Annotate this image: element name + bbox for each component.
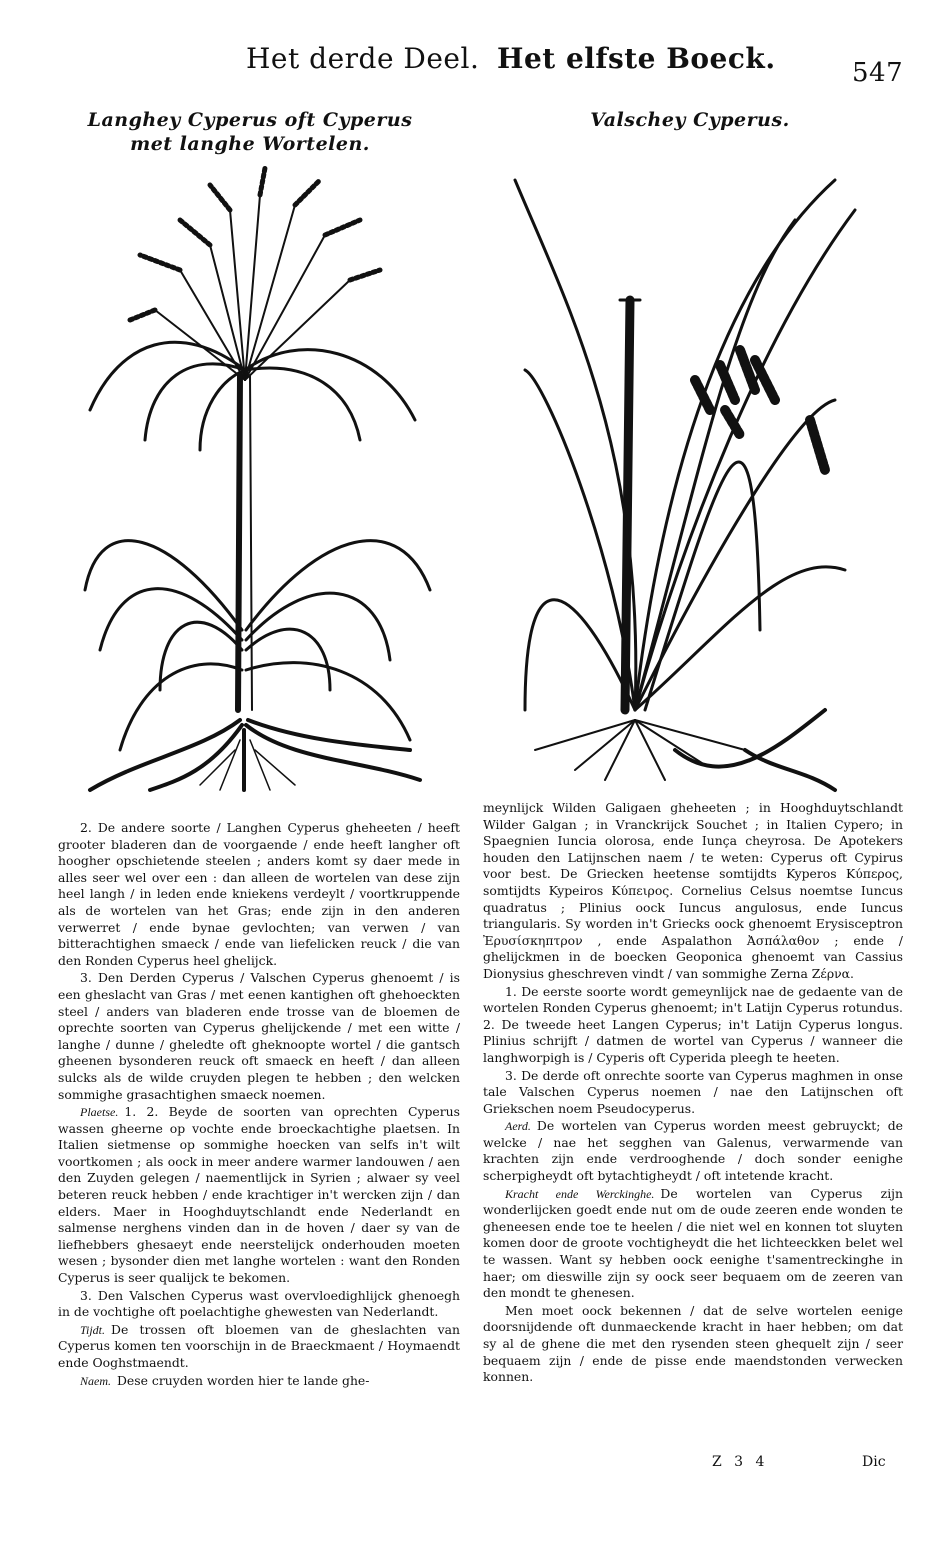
paragraph-names: meynlijck Wilden Galigaen gheheeten ; in Hooghduytschlandt Wilder Galgan ; in Vranckrijck Souchet ; in Italien Cypero; in Spaegnien Iuncia olorosa, ende Iunça cheyrosa. De Apotekers houden den Latijnschen naem / te weten: Cyperus oft Cypirus voor best. De Griecken heetense somtijdts Kyperos Κύπερος, somtijdts Kypeiros Κύπειρος. Cornelius Celsus noemtse Iuncus quadratus ; Plinius oock Iuncus angulosus, ende Iuncus triangularis. Sy worden in't Griecks oock ghenoemt Erysisceptron Ἐρυσίσκηπτρον , ende Aspalathon Ἀσπάλαθον ; ende / ghelijckmen in de boecken Geoponica ghenoemt van Cassius Dionysius gheschreven vindt / van sommighe Zerna Ζέρνα.	[483, 800, 903, 981]
paragraph-derden-cyperus: 3. Den Derden Cyperus / Valschen Cyperus ghenoemt / is een gheslacht van Gras / met eenen kantighen oft ghehoeckten steel / anders van bladeren ende trosse van de bloemen de oprechte soorten van Cyperus ghelijckende / met een witte / langhe / dunne / gheledte oft gheknoopte wortel / die gantsch gheenen bysonderen reuck oft smaeck en heeft / dan alleen sulcks als de wilde cruyden plegen te hebben ; den welcken sommighe grasachtighen smaeck noemen.	[58, 970, 460, 1102]
aerd-text: De wortelen van Cyperus worden meest gebruyckt; de welcke / nae het segghen van Galenus, verwarmende van krachten zijn ende verdrooghende / doch sonder eenighe scherpigheydt oft bytachtigheydt / oft intetende kracht.	[483, 1118, 903, 1184]
section-label-plaetse: Plaetse.	[80, 1105, 119, 1120]
section-label-kracht: Kracht ende Werckinghe.	[505, 1186, 655, 1201]
section-label-aerd: Aerd.	[505, 1119, 531, 1134]
left-caption-line1: Langhey Cyperus oft Cyperus	[87, 109, 413, 131]
kracht-text: De wortelen van Cyperus zijn wonderlijcken goedt ende nut om de oude zeeren ende wonden te gheneesen ende toe te heelen / die niet wel en konnen tot sluyten komen door de groote vochtigheydt die het lichteeckken belet wel te wassen. Want sy hebben oock eenighe t'samentreckinghe in haer; om dieswille zijn sy oock seer bequaem om de zeeren van den mondt te ghenesen.	[483, 1185, 903, 1301]
paragraph-tijdt	[58, 1322, 460, 1372]
running-header-center: Het elfste Boeck.	[497, 42, 776, 75]
plaetse-text: 1. 2. Beyde de soorten van oprechten Cyperus wassen gheerne op vochte ende broeckachtighe plaetsen. In Italien sietmense op sommighe hoecken van selfs in't wilt voortkomen ; als oock in meer andere warmer landouwen / aen den Zuyden gelegen / naementlijck in Syrien ; alwaer sy veel beteren reuck hebben / ende krachtiger in't wercken zijn / dan elders. Maer in Hooghduytschlandt ende Nederlandt en salmense nerghens vinden dan in de hoven / daer sy van de liefhebbers ghesaeyt ende neerstelijck onderhouden moeten wesen ; bysonder dien met langhe wortelen : want den Ronden Cyperus is seer qualijck te bekomen.	[58, 1104, 460, 1286]
false-cyperus-woodcut	[505, 150, 885, 800]
left-caption-line2: met langhe Wortelen.	[130, 133, 370, 155]
paragraph-derde-soorte: 3. De derde oft onrechte soorte van Cyperus maghmen in onse tale Valschen Cyperus noemen / nae den Latijnschen oft Griekschen noem Pseudocyperus.	[483, 1067, 903, 1116]
paragraph-plaetse	[58, 1104, 460, 1287]
section-label-tijdt: Tijdt.	[80, 1322, 106, 1337]
paragraph-kracht	[483, 1186, 903, 1302]
long-cyperus-woodcut	[60, 150, 480, 800]
paragraph-langhen-cyperus: 2. De andere soorte / Langhen Cyperus gheheeten / heeft grooter bladeren dan de voorgaende / ende heeft langher oft hoogher opschietende steelen ; anders komt sy daer mede in alles seer wel over een : dan alleen de wortelen van dese zijn heel langh / in leden ende kniekens verdeylt / voortkruppende als de wortelen van het Gras; ende zijn in den anderen verwerret / ende bynae gevlochten; van verwen / van bitterachtighen smaeck / ende van liefelicken reuck / die van den Ronden Cyperus heel ghelijck.	[58, 820, 460, 968]
right-text-column	[483, 800, 903, 1387]
right-figure-caption: Valschey Cyperus.	[590, 109, 790, 131]
paragraph-soorten: 1. De eerste soorte wordt gemeynlijck nae de gedaente van de wortelen Ronden Cyperus ghenoemt; in't Latijn Cyperus rotundus. 2. De tweede heet Langen Cyperus; in't Latijn Cyperus longus. Plinius schrijft / datmen de wortel van Cyperus / wanneer die langhworpigh is / Cyperis oft Cyperida pleegh te heeten.	[483, 983, 903, 1065]
section-label-naem: Naem.	[80, 1373, 111, 1388]
tijdt-text: De trossen oft bloemen van de gheslachten van Cyperus komen ten voorschijn in de Braeckmaent / Hoymaendt ende Ooghstmaendt.	[58, 1321, 460, 1370]
page-number: 547	[852, 58, 904, 88]
left-figure-caption	[70, 108, 430, 156]
running-header-left: Het derde Deel.	[246, 42, 480, 75]
signature-mark: Z 3 4	[712, 1454, 769, 1470]
paragraph-bekennen: Men moet oock bekennen / dat de selve wortelen eenige doorsnijdende oft dunmaeckende kracht in haer hebben; om dat sy al de ghene die met den rysenden steen ghequelt zijn / seer bequaem zijn / ende de pisse ende maendstonden verwecken konnen.	[483, 1302, 903, 1385]
paragraph-valschen: 3. Den Valschen Cyperus wast overvloedighlijck ghenoegh in de vochtighe oft poelachtighe ghewesten van Nederlandt.	[58, 1287, 460, 1320]
naem-text: Dese cruyden worden hier te lande ghe-	[117, 1372, 370, 1388]
catchword: Dic	[862, 1454, 886, 1470]
left-text-column	[58, 820, 460, 1390]
paragraph-aerd	[483, 1118, 903, 1184]
paragraph-naem	[58, 1373, 460, 1390]
